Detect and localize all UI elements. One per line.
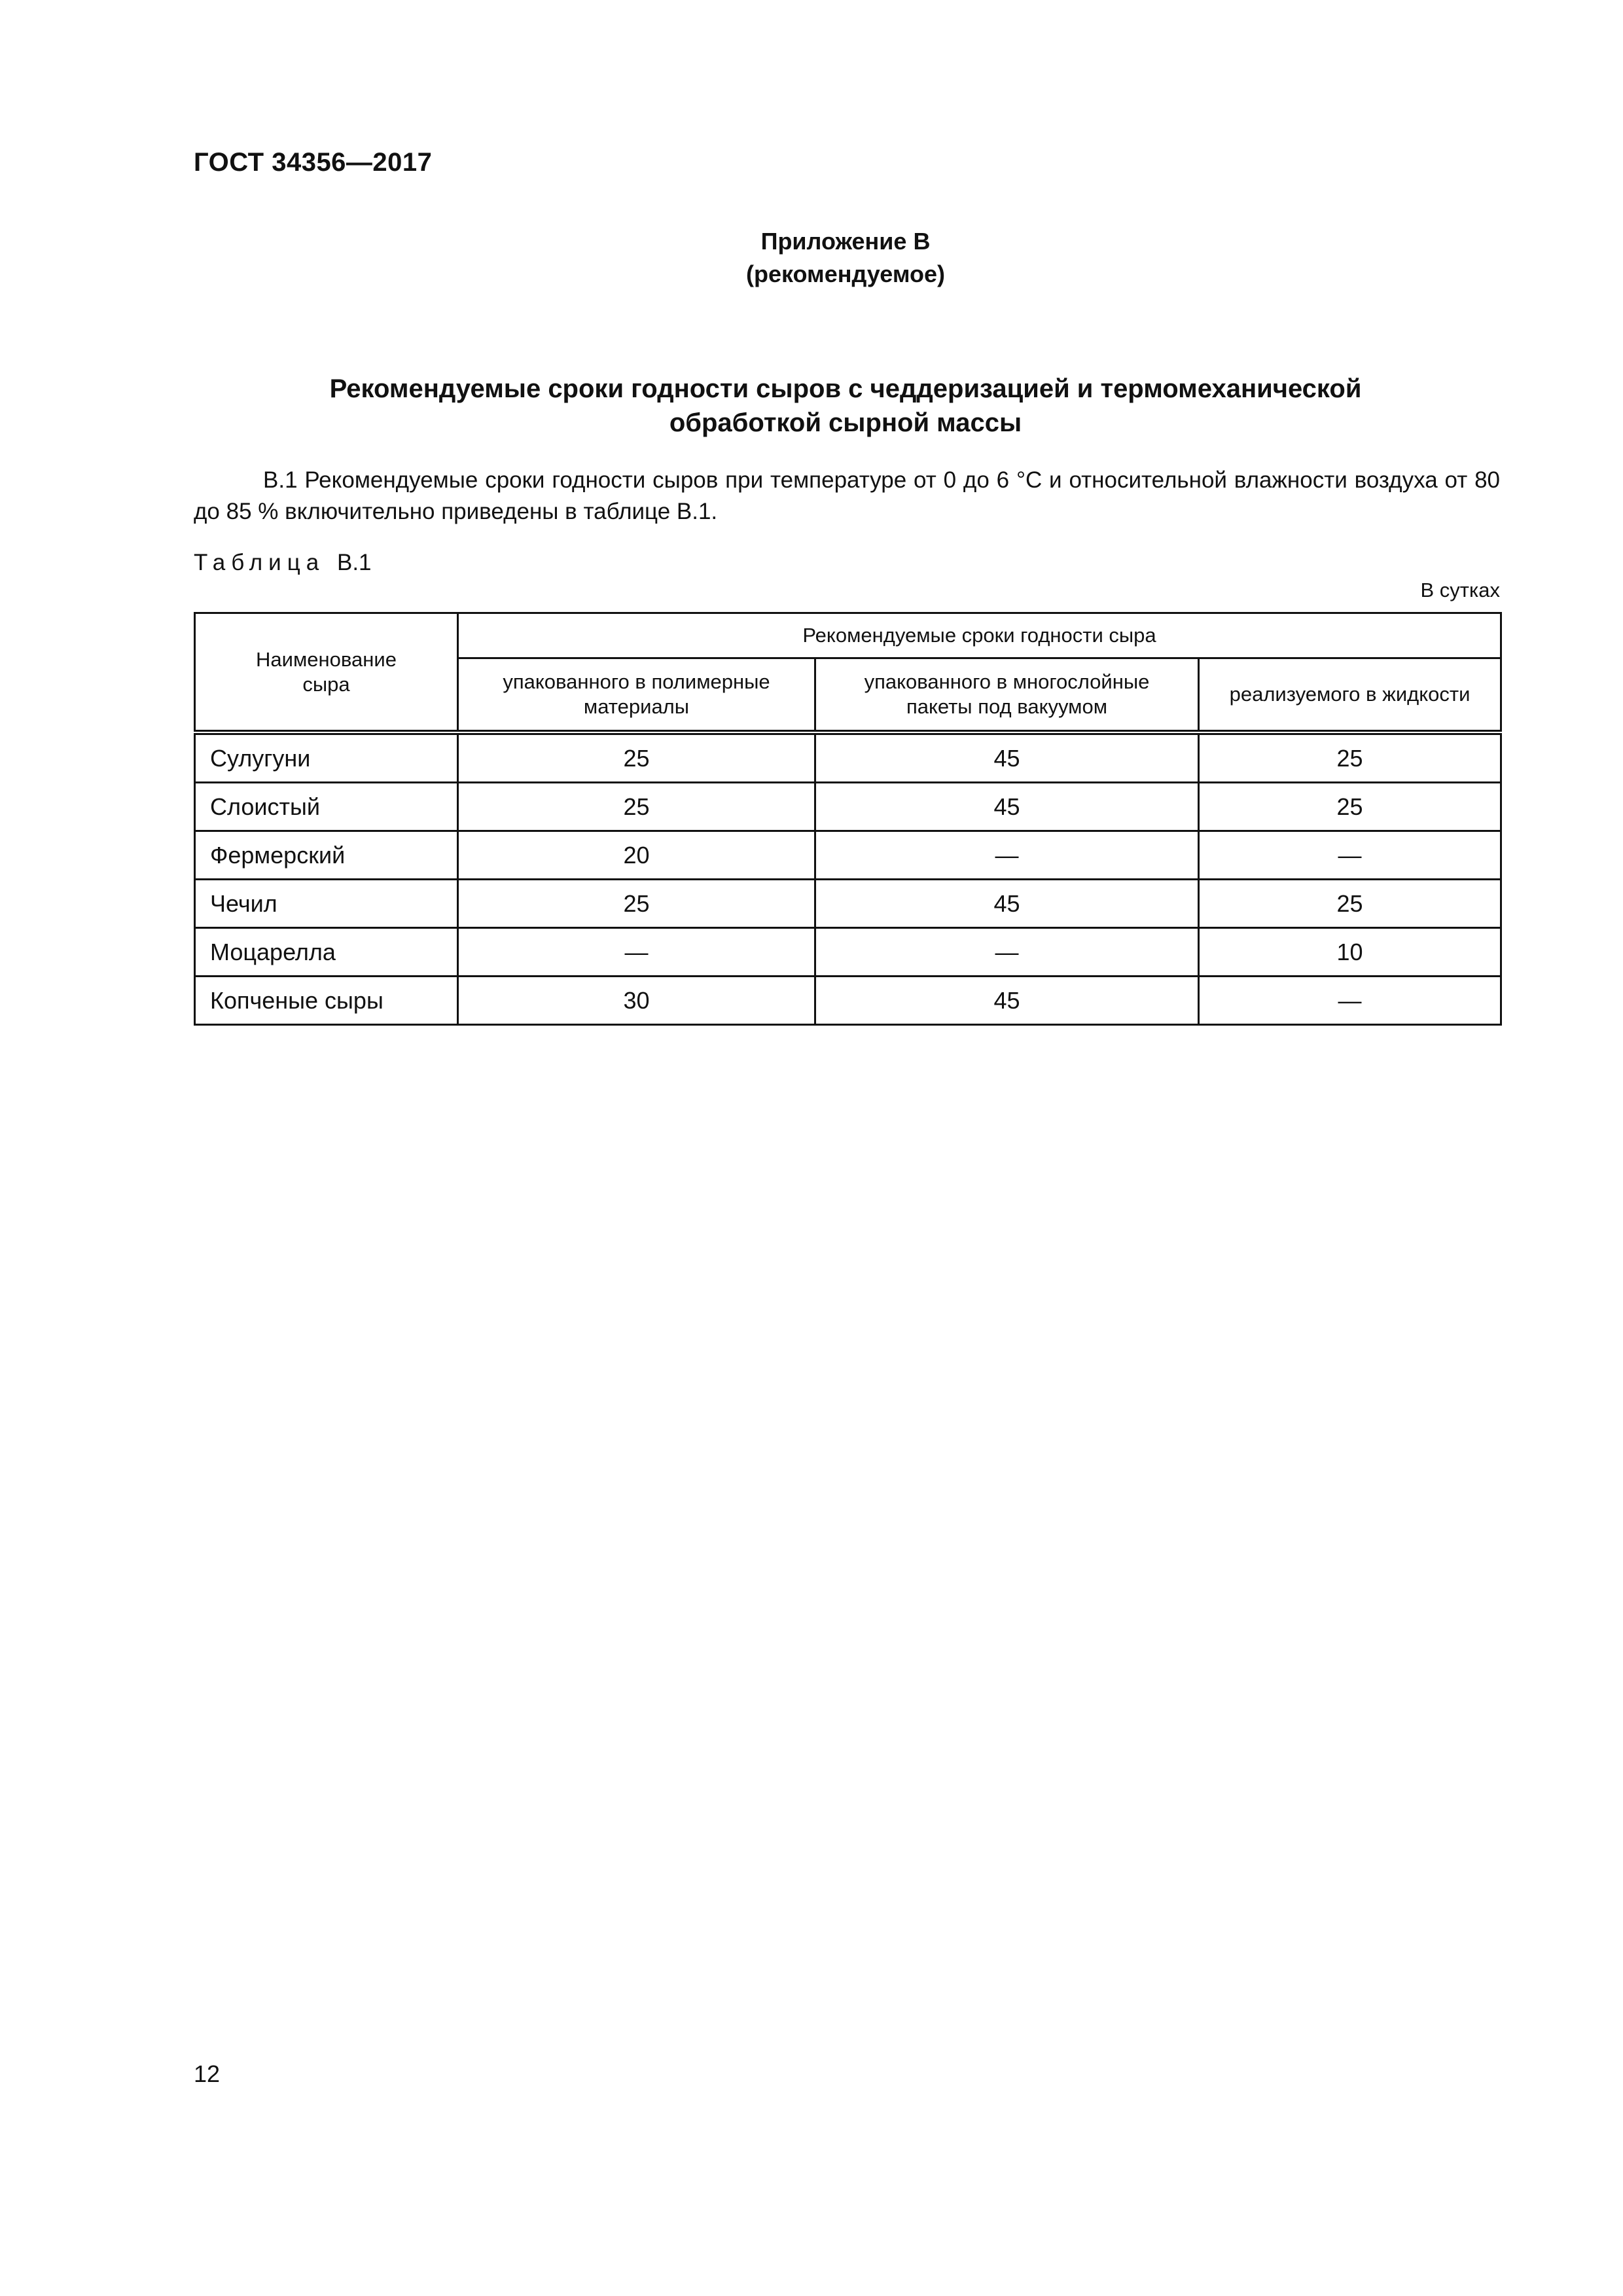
appendix-heading: [194, 225, 1497, 291]
table-units: В сутках: [1420, 579, 1500, 601]
table-row: [195, 880, 1501, 928]
value-cell: —: [458, 928, 815, 977]
table-row: [195, 928, 1501, 977]
table-row: [195, 831, 1501, 880]
cheese-name-cell: Копченые сыры: [195, 977, 458, 1025]
table-caption-word: Таблица: [194, 550, 325, 575]
appendix-title: Приложение В: [760, 228, 931, 255]
value-cell: 25: [1199, 732, 1501, 783]
value-cell: 25: [458, 732, 815, 783]
cheese-name-cell: Сулугуни: [195, 732, 458, 783]
cheese-name-cell: Моцарелла: [195, 928, 458, 977]
value-cell: 20: [458, 831, 815, 880]
header-shelf-life-group: Рекомендуемые сроки годности сыра: [458, 613, 1501, 658]
value-cell: 10: [1199, 928, 1501, 977]
value-cell: 45: [815, 977, 1199, 1025]
appendix-status: (рекомендуемое): [746, 260, 945, 287]
section-title-line-2: обработкой сырной массы: [669, 408, 1022, 437]
value-cell: 45: [815, 783, 1199, 831]
value-cell: —: [815, 928, 1199, 977]
value-cell: 45: [815, 880, 1199, 928]
document-id: ГОСТ 34356—2017: [194, 148, 433, 177]
section-title-line-1: Рекомендуемые сроки годности сыров с чеддеризацией и термомеханической: [329, 374, 1362, 403]
cheese-name-cell: Чечил: [195, 880, 458, 928]
shelf-life-table: [194, 612, 1502, 1026]
table-caption-number: В.1: [336, 550, 372, 575]
header-vacuum-packaging: упакованного в многослойные пакеты под вакуумом: [815, 658, 1199, 733]
body-paragraph: В.1 Рекомендуемые сроки годности сыров при температуре от 0 до 6 °С и относительной влажности воздуха от 80 до 85 % включительно приведены в таблице В.1.: [194, 467, 1500, 524]
page-number: 12: [194, 2060, 221, 2087]
cheese-name-cell: Слоистый: [195, 783, 458, 831]
value-cell: 25: [1199, 783, 1501, 831]
value-cell: —: [815, 831, 1199, 880]
header-polymer-packaging: упакованного в полимерные материалы: [458, 658, 815, 733]
value-cell: 45: [815, 732, 1199, 783]
cheese-name-cell: Фермерский: [195, 831, 458, 880]
value-cell: 25: [1199, 880, 1501, 928]
table-caption: [194, 547, 372, 579]
header-in-liquid: реализуемого в жидкости: [1199, 658, 1501, 733]
table-row: [195, 732, 1501, 783]
value-cell: 25: [458, 783, 815, 831]
table-row: [195, 977, 1501, 1025]
header-cheese-name: Наименование сыра: [195, 613, 458, 733]
value-cell: —: [1199, 831, 1501, 880]
table-row: [195, 783, 1501, 831]
value-cell: 25: [458, 880, 815, 928]
value-cell: —: [1199, 977, 1501, 1025]
value-cell: 30: [458, 977, 815, 1025]
section-title: [194, 372, 1497, 440]
